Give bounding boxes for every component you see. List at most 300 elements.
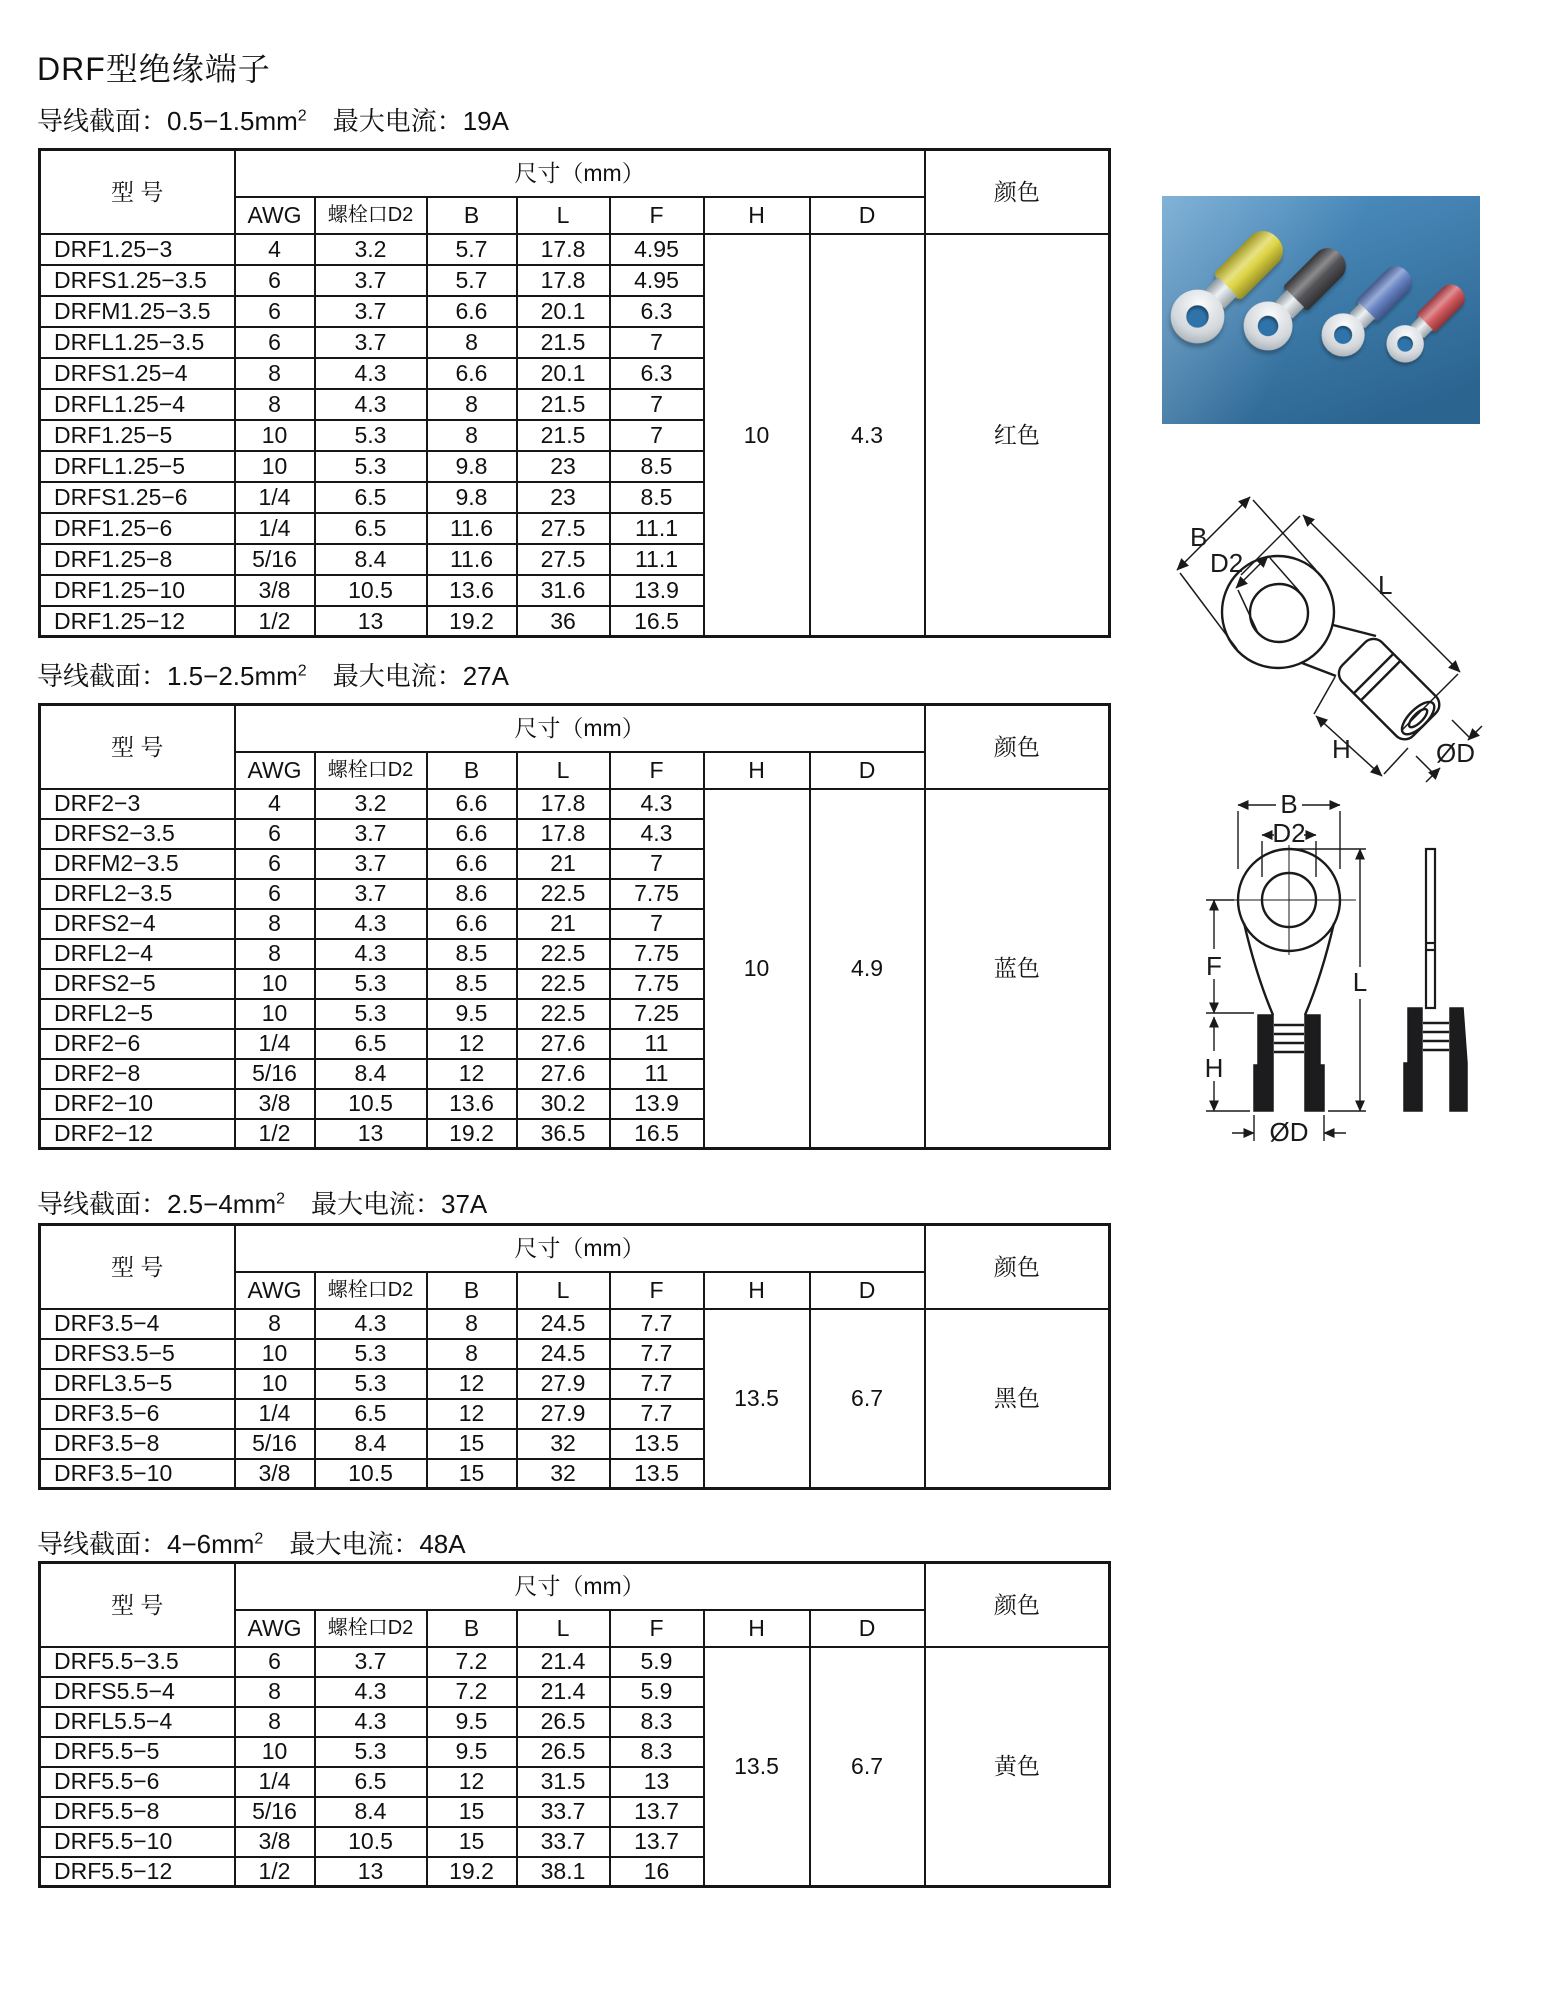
dims-group-header: 尺寸（mm） xyxy=(235,705,925,752)
col-header-awg: AWG xyxy=(235,1610,315,1647)
dim-cell: 6.5 xyxy=(315,482,427,513)
model-cell: DRF5.5−6 xyxy=(40,1767,235,1797)
dim-label-l: L xyxy=(1378,570,1393,600)
dim-label-h: H xyxy=(1332,734,1351,764)
dim-cell: 6 xyxy=(235,849,315,879)
dim-cell: 1/2 xyxy=(235,1857,315,1887)
dim-cell: 3.7 xyxy=(315,265,427,296)
dim-cell: 10 xyxy=(235,420,315,451)
dim-cell: 15 xyxy=(427,1797,517,1827)
dim-cell: 22.5 xyxy=(517,879,610,909)
dim-cell: 7.2 xyxy=(427,1647,517,1677)
dim-label-d2: D2 xyxy=(1210,548,1244,578)
color-value-cell: 蓝色 xyxy=(925,789,1110,1149)
dim-cell: 21 xyxy=(517,849,610,879)
dim-cell: 6.5 xyxy=(315,513,427,544)
dim-cell: 22.5 xyxy=(517,999,610,1029)
model-cell: DRFL5.5−4 xyxy=(40,1707,235,1737)
h-value-cell: 10 xyxy=(704,789,810,1149)
dim-cell: 5.3 xyxy=(315,1737,427,1767)
dim-cell: 13.5 xyxy=(610,1459,704,1489)
col-header-f: F xyxy=(610,1272,704,1309)
model-cell: DRFS2−3.5 xyxy=(40,819,235,849)
dim-cell: 5/16 xyxy=(235,1429,315,1459)
product-photo xyxy=(1162,196,1480,424)
model-cell: DRFS2−4 xyxy=(40,909,235,939)
dim-cell: 9.8 xyxy=(427,482,517,513)
dim-cell: 32 xyxy=(517,1459,610,1489)
dim-cell: 6 xyxy=(235,265,315,296)
dim-cell: 11 xyxy=(610,1059,704,1089)
dim-cell: 4.95 xyxy=(610,265,704,296)
color-header: 颜色 xyxy=(925,1563,1110,1647)
col-header-h: H xyxy=(704,197,810,234)
dim-cell: 7 xyxy=(610,327,704,358)
dim-cell: 23 xyxy=(517,451,610,482)
dim-cell: 30.2 xyxy=(517,1089,610,1119)
dim-cell: 6.6 xyxy=(427,296,517,327)
d-value-cell: 4.3 xyxy=(810,234,925,637)
dim-cell: 12 xyxy=(427,1767,517,1797)
dim-cell: 24.5 xyxy=(517,1339,610,1369)
dim-cell: 10 xyxy=(235,999,315,1029)
model-cell: DRF2−10 xyxy=(40,1089,235,1119)
dim-cell: 13 xyxy=(610,1767,704,1797)
dim-cell: 6.6 xyxy=(427,789,517,819)
col-header-awg: AWG xyxy=(235,752,315,789)
model-cell: DRF2−6 xyxy=(40,1029,235,1059)
superscript-2: 2 xyxy=(297,107,307,125)
col-header-b: B xyxy=(427,1610,517,1647)
dim-cell: 7 xyxy=(610,849,704,879)
dim-cell: 36 xyxy=(517,606,610,637)
dim-cell: 21 xyxy=(517,909,610,939)
dim-cell: 12 xyxy=(427,1399,517,1429)
dim-cell: 16.5 xyxy=(610,606,704,637)
col-header-l: L xyxy=(517,1272,610,1309)
dim-cell: 17.8 xyxy=(517,265,610,296)
dim-cell: 4.3 xyxy=(315,1707,427,1737)
col-header-l: L xyxy=(517,197,610,234)
dim-cell: 7.2 xyxy=(427,1677,517,1707)
dim-cell: 7.7 xyxy=(610,1399,704,1429)
col-header-f: F xyxy=(610,197,704,234)
dim-cell: 10 xyxy=(235,451,315,482)
dim-cell: 6 xyxy=(235,327,315,358)
dim-cell: 3/8 xyxy=(235,1459,315,1489)
dim-cell: 10 xyxy=(235,969,315,999)
dim-cell: 19.2 xyxy=(427,1857,517,1887)
dim-cell: 15 xyxy=(427,1429,517,1459)
dim-cell: 21.5 xyxy=(517,420,610,451)
dim-cell: 8 xyxy=(427,1309,517,1339)
dim-cell: 19.2 xyxy=(427,1119,517,1149)
dim-cell: 4.95 xyxy=(610,234,704,265)
dim-cell: 17.8 xyxy=(517,234,610,265)
model-cell: DRF5.5−3.5 xyxy=(40,1647,235,1677)
model-cell: DRFL3.5−5 xyxy=(40,1369,235,1399)
col-header-l: L xyxy=(517,1610,610,1647)
dim-cell: 4.3 xyxy=(315,358,427,389)
dim-label-od: ØD xyxy=(1436,738,1475,768)
max-current-text: 最大电流：27A xyxy=(306,661,509,691)
dim-cell: 8 xyxy=(235,939,315,969)
dim-cell: 5.7 xyxy=(427,265,517,296)
dim-cell: 7 xyxy=(610,909,704,939)
dim-cell: 3/8 xyxy=(235,1827,315,1857)
col-header-螺栓口d2: 螺栓口D2 xyxy=(315,197,427,234)
dim-cell: 5.3 xyxy=(315,969,427,999)
model-cell: DRFL2−3.5 xyxy=(40,879,235,909)
side-view-outline xyxy=(1426,849,1435,1008)
dim-cell: 6.5 xyxy=(315,1029,427,1059)
spec-table-3 xyxy=(38,1223,1111,1490)
dim-cell: 7.75 xyxy=(610,939,704,969)
col-header-h: H xyxy=(704,1272,810,1309)
dim-cell: 1/2 xyxy=(235,1119,315,1149)
model-cell: DRF2−3 xyxy=(40,789,235,819)
dim-cell: 13.5 xyxy=(610,1429,704,1459)
dim-cell: 10.5 xyxy=(315,1089,427,1119)
dim-cell: 27.5 xyxy=(517,544,610,575)
dim-cell: 3.7 xyxy=(315,327,427,358)
col-header-d: D xyxy=(810,197,925,234)
side-serrations xyxy=(1423,1023,1449,1050)
col-header-awg: AWG xyxy=(235,197,315,234)
wire-section-text: 导线截面：0.5−1.5mm xyxy=(37,106,298,136)
col-header-f: F xyxy=(610,752,704,789)
model-cell: DRF1.25−5 xyxy=(40,420,235,451)
model-cell: DRFL1.25−4 xyxy=(40,389,235,420)
dim-cell: 5.3 xyxy=(315,451,427,482)
col-header-d: D xyxy=(810,752,925,789)
dim-cell: 8 xyxy=(427,1339,517,1369)
dim-cell: 16.5 xyxy=(610,1119,704,1149)
section-2-subtitle xyxy=(37,656,509,693)
section-4-subtitle xyxy=(37,1524,466,1561)
terminal-ring-hole xyxy=(1330,322,1355,347)
dim-cell: 8 xyxy=(427,389,517,420)
dim-cell: 8 xyxy=(235,358,315,389)
model-cell: DRF1.25−12 xyxy=(40,606,235,637)
dim-cell: 6.5 xyxy=(315,1399,427,1429)
dim-cell: 13.9 xyxy=(610,1089,704,1119)
table-row xyxy=(40,1647,1110,1677)
dim-cell: 15 xyxy=(427,1827,517,1857)
dim-cell: 8 xyxy=(235,909,315,939)
dim-cell: 5/16 xyxy=(235,544,315,575)
dim-cell: 9.5 xyxy=(427,999,517,1029)
dim-cell: 11.1 xyxy=(610,544,704,575)
dim-cell: 8 xyxy=(235,1309,315,1339)
col-header-awg: AWG xyxy=(235,1272,315,1309)
dim-cell: 1/2 xyxy=(235,606,315,637)
dim-cell: 5/16 xyxy=(235,1059,315,1089)
dim-cell: 7.7 xyxy=(610,1339,704,1369)
table-row xyxy=(40,1309,1110,1339)
dim-cell: 4.3 xyxy=(610,789,704,819)
dim-cell: 5.3 xyxy=(315,420,427,451)
terminal-ring-hole xyxy=(1394,333,1416,355)
superscript-2: 2 xyxy=(254,1530,264,1548)
spec-table-4 xyxy=(38,1561,1111,1888)
model-cell: DRF1.25−10 xyxy=(40,575,235,606)
dim-cell: 6 xyxy=(235,296,315,327)
dim-label-b: B xyxy=(1280,793,1298,819)
dim-cell: 8 xyxy=(427,327,517,358)
dim-cell: 4 xyxy=(235,789,315,819)
section-1-subtitle xyxy=(37,101,509,138)
dim-cell: 3/8 xyxy=(235,575,315,606)
dim-cell: 27.5 xyxy=(517,513,610,544)
dim-cell: 1/4 xyxy=(235,513,315,544)
front-sleeve xyxy=(1254,1015,1324,1111)
model-cell: DRFL1.25−5 xyxy=(40,451,235,482)
dim-cell: 7.75 xyxy=(610,969,704,999)
centerlines xyxy=(1222,845,1356,955)
dim-label-h: H xyxy=(1204,1053,1224,1083)
dim-cell: 13 xyxy=(315,606,427,637)
model-cell: DRFS2−5 xyxy=(40,969,235,999)
dim-cell: 7.7 xyxy=(610,1369,704,1399)
dim-cell: 3.7 xyxy=(315,849,427,879)
dim-cell: 8.4 xyxy=(315,1797,427,1827)
dim-cell: 8.3 xyxy=(610,1737,704,1767)
dim-cell: 7.75 xyxy=(610,879,704,909)
dim-cell: 5/16 xyxy=(235,1797,315,1827)
col-header-h: H xyxy=(704,752,810,789)
dim-cell: 31.6 xyxy=(517,575,610,606)
model-header: 型 号 xyxy=(40,1225,235,1309)
wire-section-text: 导线截面：4−6mm xyxy=(37,1529,255,1559)
dim-cell: 23 xyxy=(517,482,610,513)
dim-cell: 10.5 xyxy=(315,1827,427,1857)
dim-label-od: ØD xyxy=(1269,1117,1309,1147)
front-serrations xyxy=(1274,1025,1304,1052)
dims-group-header: 尺寸（mm） xyxy=(235,1563,925,1610)
dim-cell: 5.9 xyxy=(610,1677,704,1707)
dim-cell: 1/4 xyxy=(235,1399,315,1429)
dim-cell: 22.5 xyxy=(517,969,610,999)
dim-cell: 20.1 xyxy=(517,358,610,389)
dim-cell: 4.3 xyxy=(315,1677,427,1707)
dim-cell: 6.6 xyxy=(427,358,517,389)
dim-cell: 32 xyxy=(517,1429,610,1459)
dim-cell: 9.8 xyxy=(427,451,517,482)
dim-cell: 20.1 xyxy=(517,296,610,327)
model-cell: DRF1.25−6 xyxy=(40,513,235,544)
dim-cell: 9.5 xyxy=(427,1737,517,1767)
dim-cell: 13.7 xyxy=(610,1797,704,1827)
color-value-cell: 红色 xyxy=(925,234,1110,637)
dim-cell: 5.3 xyxy=(315,1339,427,1369)
dimension-lines xyxy=(1206,805,1366,1141)
dim-cell: 10.5 xyxy=(315,1459,427,1489)
dim-cell: 13.6 xyxy=(427,575,517,606)
dim-cell: 16 xyxy=(610,1857,704,1887)
dim-cell: 7.7 xyxy=(610,1309,704,1339)
h-value-cell: 13.5 xyxy=(704,1309,810,1489)
d-value-cell: 6.7 xyxy=(810,1309,925,1489)
dim-cell: 21.4 xyxy=(517,1677,610,1707)
wire-section-text: 导线截面：1.5−2.5mm xyxy=(37,661,298,691)
dim-cell: 3.7 xyxy=(315,879,427,909)
dim-cell: 13.7 xyxy=(610,1827,704,1857)
h-value-cell: 10 xyxy=(704,234,810,637)
terminal-outline xyxy=(1222,556,1444,744)
dim-cell: 27.6 xyxy=(517,1029,610,1059)
model-cell: DRF5.5−8 xyxy=(40,1797,235,1827)
col-header-b: B xyxy=(427,1272,517,1309)
color-value-cell: 黑色 xyxy=(925,1309,1110,1489)
model-cell: DRF5.5−10 xyxy=(40,1827,235,1857)
model-cell: DRFL2−4 xyxy=(40,939,235,969)
dim-cell: 8 xyxy=(427,420,517,451)
dim-cell: 8.5 xyxy=(427,969,517,999)
model-cell: DRF1.25−8 xyxy=(40,544,235,575)
model-cell: DRF3.5−10 xyxy=(40,1459,235,1489)
dim-cell: 11.6 xyxy=(427,544,517,575)
dim-cell: 26.5 xyxy=(517,1737,610,1767)
dim-cell: 6.5 xyxy=(315,1767,427,1797)
page-title: DRF型绝缘端子 xyxy=(37,51,271,87)
col-header-d: D xyxy=(810,1272,925,1309)
spec-table-2 xyxy=(38,703,1111,1150)
dim-cell: 38.1 xyxy=(517,1857,610,1887)
dim-cell: 6.3 xyxy=(610,358,704,389)
dim-cell: 24.5 xyxy=(517,1309,610,1339)
dim-cell: 6.3 xyxy=(610,296,704,327)
dim-cell: 33.7 xyxy=(517,1797,610,1827)
front-side-dimension-diagram xyxy=(1192,793,1528,1163)
table-row xyxy=(40,789,1110,819)
color-value-cell: 黄色 xyxy=(925,1647,1110,1887)
dim-cell: 8 xyxy=(235,1677,315,1707)
color-header: 颜色 xyxy=(925,705,1110,789)
color-header: 颜色 xyxy=(925,1225,1110,1309)
dim-cell: 21.4 xyxy=(517,1647,610,1677)
dim-cell: 13.9 xyxy=(610,575,704,606)
dim-cell: 22.5 xyxy=(517,939,610,969)
dim-cell: 8.4 xyxy=(315,544,427,575)
dim-cell: 6.6 xyxy=(427,819,517,849)
dim-cell: 5.3 xyxy=(315,999,427,1029)
dim-cell: 5.3 xyxy=(315,1369,427,1399)
dim-label-b: B xyxy=(1190,522,1208,552)
col-header-螺栓口d2: 螺栓口D2 xyxy=(315,752,427,789)
model-cell: DRFM1.25−3.5 xyxy=(40,296,235,327)
col-header-b: B xyxy=(427,752,517,789)
dim-cell: 1/4 xyxy=(235,482,315,513)
dim-cell: 4.3 xyxy=(315,1309,427,1339)
wire-section-text: 导线截面：2.5−4mm xyxy=(37,1189,277,1219)
dim-label-d2: D2 xyxy=(1272,818,1306,848)
model-header: 型 号 xyxy=(40,150,235,234)
col-header-l: L xyxy=(517,752,610,789)
dim-cell: 5.9 xyxy=(610,1647,704,1677)
dim-cell: 27.6 xyxy=(517,1059,610,1089)
dim-cell: 4.3 xyxy=(315,389,427,420)
model-cell: DRF2−12 xyxy=(40,1119,235,1149)
max-current-text: 最大电流：19A xyxy=(306,106,509,136)
dim-cell: 3/8 xyxy=(235,1089,315,1119)
dim-cell: 3.2 xyxy=(315,789,427,819)
dim-cell: 7 xyxy=(610,420,704,451)
max-current-text: 最大电流：48A xyxy=(263,1529,466,1559)
model-cell: DRFL1.25−3.5 xyxy=(40,327,235,358)
dim-cell: 3.7 xyxy=(315,819,427,849)
dim-cell: 8.5 xyxy=(610,451,704,482)
model-cell: DRF5.5−12 xyxy=(40,1857,235,1887)
dim-cell: 9.5 xyxy=(427,1707,517,1737)
col-header-螺栓口d2: 螺栓口D2 xyxy=(315,1272,427,1309)
dim-cell: 3.2 xyxy=(315,234,427,265)
dim-cell: 21.5 xyxy=(517,327,610,358)
dim-cell: 10 xyxy=(235,1339,315,1369)
dim-cell: 13 xyxy=(315,1119,427,1149)
model-cell: DRF5.5−5 xyxy=(40,1737,235,1767)
dim-cell: 27.9 xyxy=(517,1369,610,1399)
color-header: 颜色 xyxy=(925,150,1110,234)
superscript-2: 2 xyxy=(297,662,307,680)
dim-cell: 8.6 xyxy=(427,879,517,909)
col-header-f: F xyxy=(610,1610,704,1647)
dim-cell: 1/4 xyxy=(235,1767,315,1797)
dim-cell: 4.3 xyxy=(315,909,427,939)
model-cell: DRFS1.25−6 xyxy=(40,482,235,513)
model-cell: DRFL2−5 xyxy=(40,999,235,1029)
iso-dimension-diagram xyxy=(1140,470,1552,810)
dim-cell: 4 xyxy=(235,234,315,265)
dim-cell: 10.5 xyxy=(315,575,427,606)
dim-cell: 7.25 xyxy=(610,999,704,1029)
dim-cell: 8.4 xyxy=(315,1059,427,1089)
table-row xyxy=(40,234,1110,265)
dim-cell: 31.5 xyxy=(517,1767,610,1797)
model-cell: DRFS3.5−5 xyxy=(40,1339,235,1369)
dim-cell: 12 xyxy=(427,1369,517,1399)
terminal-ring-hole xyxy=(1254,312,1283,341)
h-value-cell: 13.5 xyxy=(704,1647,810,1887)
dim-cell: 13.6 xyxy=(427,1089,517,1119)
d-value-cell: 6.7 xyxy=(810,1647,925,1887)
model-cell: DRF3.5−8 xyxy=(40,1429,235,1459)
model-cell: DRF2−8 xyxy=(40,1059,235,1089)
model-cell: DRFS5.5−4 xyxy=(40,1677,235,1707)
dim-cell: 33.7 xyxy=(517,1827,610,1857)
dim-cell: 1/4 xyxy=(235,1029,315,1059)
d-value-cell: 4.9 xyxy=(810,789,925,1149)
model-cell: DRFM2−3.5 xyxy=(40,849,235,879)
model-cell: DRFS1.25−4 xyxy=(40,358,235,389)
max-current-text: 最大电流：37A xyxy=(285,1189,488,1219)
dim-label-f: F xyxy=(1206,951,1222,981)
dim-label-l: L xyxy=(1352,967,1368,997)
model-cell: DRFS1.25−3.5 xyxy=(40,265,235,296)
superscript-2: 2 xyxy=(276,1190,286,1208)
dim-cell: 19.2 xyxy=(427,606,517,637)
dim-cell: 8 xyxy=(235,389,315,420)
model-cell: DRF3.5−6 xyxy=(40,1399,235,1429)
spec-table-1 xyxy=(38,148,1111,638)
dim-cell: 6 xyxy=(235,1647,315,1677)
model-cell: DRF1.25−3 xyxy=(40,234,235,265)
dim-cell: 8.4 xyxy=(315,1429,427,1459)
dim-cell: 4.3 xyxy=(610,819,704,849)
dim-cell: 3.7 xyxy=(315,1647,427,1677)
dim-cell: 12 xyxy=(427,1059,517,1089)
dim-cell: 15 xyxy=(427,1459,517,1489)
